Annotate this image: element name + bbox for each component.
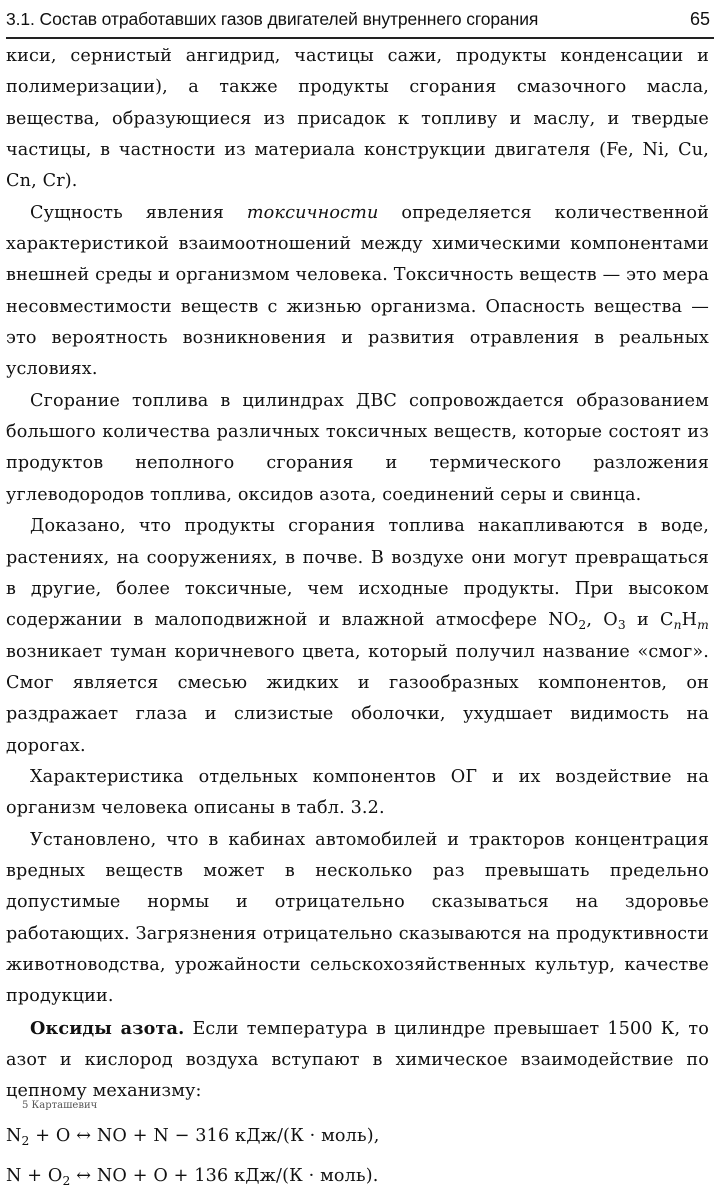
paragraph-6 — [6, 825, 709, 1013]
paragraph-4: Доказано, что продукты сгорания топлива накапливаются в воде, растениях, на сооружениях, в почве. В воздухе они могут превращаться в другие, более токсичные, чем исходные продукты. При высоком содержании в малоподвижной и влажной атмосфере $NO_2$, $O_3$ и $C_nH_m$ возникает туман коричневого цвета, который получил название «смог». Смог является смесью жидких и газообразных компонентов, он раздражает глаза и слизистые оболочки, ухудшает видимость на дорогах. — [6, 516, 709, 756]
paragraph-7 — [6, 1013, 709, 1108]
page-body — [6, 41, 709, 1196]
paragraph-2-text-b: определяется количественной характеристикой взаимоотношений между химическими компонентами внешней среды и организмом человека. Токсичность веществ — это мера несовместимости веществ с жизнью организма. Опасность вещества — это вероятность возникновения и развития отравления в реальных условиях. — [6, 202, 709, 380]
paragraph-3-text: Сгорание топлива в цилиндрах ДВС сопровождается образованием большого количества различных токсичных веществ, которые состоят из продуктов неполного сгорания и термического разложения углеводородов топлива, оксидов азота, соединений серы и свинца. — [6, 390, 709, 505]
paragraph-7-text: Если температура в цилиндре превышает 1500 К, то азот и кислород воздуха вступают в химическое взаимодействие по цепному механизму: — [6, 1018, 709, 1102]
chapter-title: 3.1. Состав отработавших газов двигателей внутреннего сгорания — [6, 9, 539, 29]
paragraph-5-text: Характеристика отдельных компонентов ОГ и их воздействие на организм человека описаны в табл. 3.2. — [6, 766, 709, 819]
paragraph-1-text: киси, сернистый ангидрид, частицы сажи, продукты конденсации и полимеризации), а также продукты сгорания смазочного масла, вещества, образующиеся из присадок к топливу и маслу, и твердые частицы, в частности из материала конструкции двигателя (Fe, Ni, Cu, Cn, Cr). — [6, 46, 709, 192]
paragraph-4-text-b: возникает туман коричневого цвета, который получил название «смог». Смог является смесью жидких и газообразных компонентов, он раздражает глаза и слизистые оболочки, ухудшает видимость на дорогах. — [6, 641, 709, 756]
paragraph-2 — [6, 198, 709, 386]
formula-no2: $NO_2$ — [548, 610, 587, 633]
formula-cnhm: $C_nH_m$ — [659, 610, 709, 633]
equation-1: $N_2 + O$ ↔ NO + N − 316 кДж/(К · моль), — [6, 1125, 380, 1148]
term-nitrogen-oxides: Оксиды азота. — [30, 1017, 185, 1039]
paragraph-2-text-a: Сущность явления — [30, 202, 247, 223]
paragraph-3 — [6, 386, 709, 511]
page-number: 65 — [689, 9, 710, 29]
running-header — [6, 3, 714, 39]
paragraph-4-text-a: Доказано, что продукты сгорания топлива накапливаются в воде, растениях, на сооружениях, в почве. В воздухе они могут превращаться в другие, более токсичные, чем исходные продукты. При высоком содержании в малоподвижной и влажной атмосфере — [6, 516, 709, 631]
formula-o3: $O_3$ — [603, 610, 626, 633]
signature-mark: 5 Карташевич — [22, 1100, 98, 1111]
term-toxicity: токсичности — [246, 202, 379, 223]
paragraph-5 — [6, 762, 709, 825]
paragraph-6-text: Установлено, что в кабинах автомобилей и тракторов концентрация вредных веществ может в несколько раз превышать предельно допустимые нормы и отрицательно сказываться на здоровье работающих. Загрязнения отрицательно сказываются на продуктивности животноводства, урожайности сельскохозяйственных культур, качестве продукции. — [6, 829, 709, 1007]
paragraph-1 — [6, 41, 709, 198]
equation-2: $N + O_2$ ↔ NO + O + 136 кДж/(К · моль). — [6, 1165, 379, 1188]
